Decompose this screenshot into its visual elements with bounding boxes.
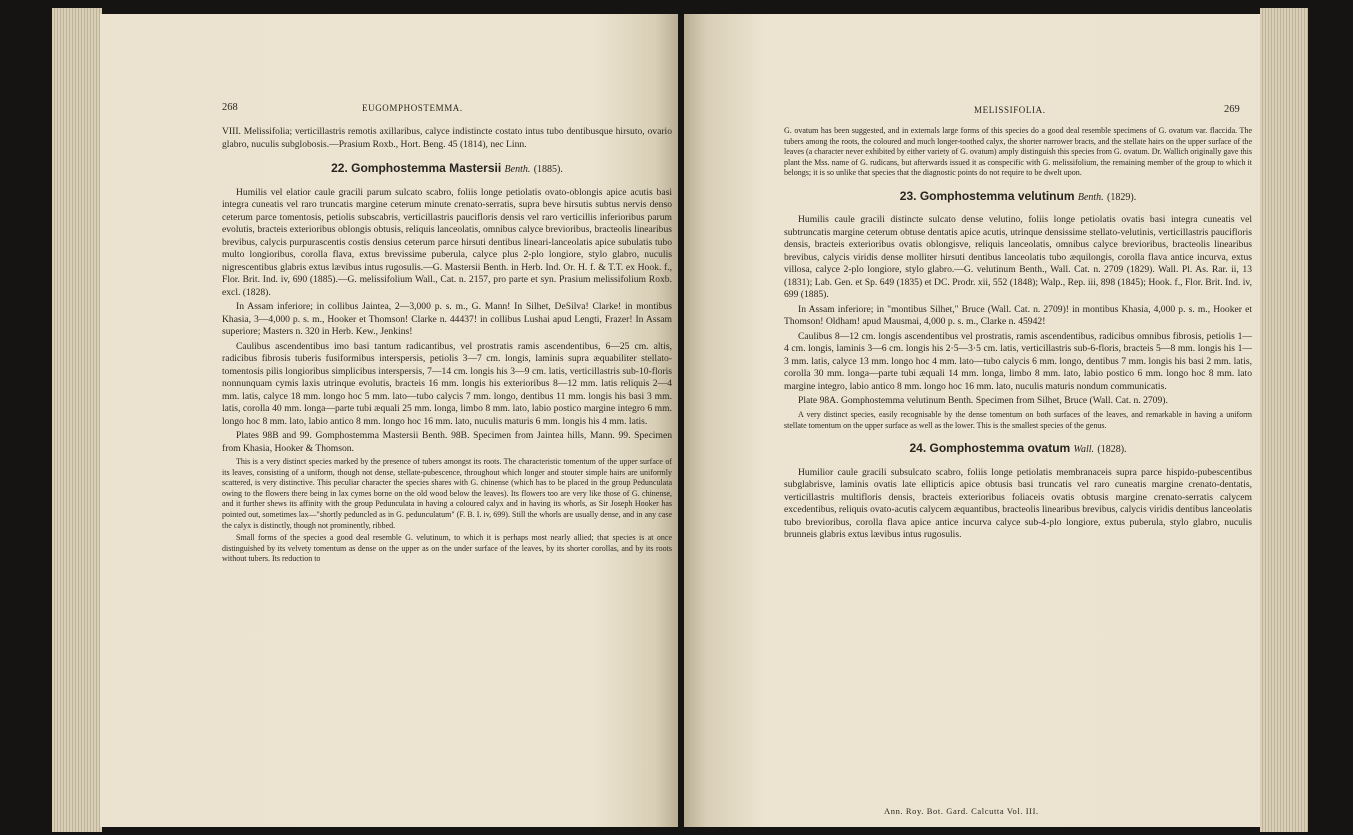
species-name: Gomphostemma velutinum xyxy=(919,188,1075,203)
species-name: Gomphostemma Mastersii xyxy=(351,161,502,175)
page-footer: Ann. Roy. Bot. Gard. Calcutta Vol. III. xyxy=(884,806,1039,816)
species-year: (1885). xyxy=(533,164,563,175)
plate-reference: Plates 98B and 99. Gomphostemma Mastersii Benth. 98B. Specimen from Jaintea hills, Mann. 99. Specimen from Khasia, Hooker & Thomson. xyxy=(222,430,672,454)
page-number: 269 xyxy=(1224,104,1240,115)
species-number: 22. xyxy=(331,161,348,175)
plate-reference: Plate 98A. Gomphostemma velutinum Benth. Specimen from Silhet, Bruce (Wall. Cat. n. 2709). xyxy=(798,395,1168,407)
species-number: 24. xyxy=(909,441,927,456)
left-page xyxy=(100,14,678,827)
note-paragraph: Small forms of the species a good deal resemble G. velutinum, to which it is perhaps most nearly allied; that species is at once distinguished by its velvety tomentum as dense on the upper as on the under surface of the leaves, by its shorter corollas, and by its roots without tubers. Its reduction to xyxy=(222,533,672,564)
latin-description: Humilis vel elatior caule gracili parum sulcato scabro, foliis longe petiolatis ovato-oblongis apice acutis basi integra cuneatis vel raro truncatis margine ceterum minute crenato-serratis, supra beve hirsutis subtus nervis denso ceterum parce tomentosis, petiolis subscabris, verticillastris paucifloris densis vel raro verticillis inferioribus parum evolutis, bracteis exterioribus oblongis obtusis, reliquis lanceolatis, omnibus calyce brevioribus, bracteolis linearibus brevibus, calycis purpurascentis costis densius ceterum parce hirsuti dentibus lineari-lanceolatis apice subulatis tubo multo longioribus, corolla flava, extus brevissime puberula, calyce plus 2-plo longiore, stylo glabro, nuculis nigrescentibus glabris extus lævibus intus rugosulis.—G. Mastersii Benth. in Herb. Ind. Or. H. f. & T.T. ex Hook. f., Flor. Brit. Ind. iv, 690 (1885).—G. melissifolium Wall., Cat. n. 2157, pro parte et syn. Prasium melissifolium Roxb. excl. (1828). xyxy=(222,186,672,298)
page-number: 268 xyxy=(222,102,238,113)
species-heading xyxy=(784,190,1252,205)
group-description: VIII. Melissifolia; verticillastris remotis axillaribus, calyce indistincte costato intus tubo dentibusque hirsuto, ovario glabro, nuculis subglobosis.—Prasium Roxb., Hort. Beng. 45 (1814), nec Linn. xyxy=(222,126,672,150)
species-author: Benth. xyxy=(1077,191,1104,203)
running-head: EUGOMPHOSTEMMA. xyxy=(362,103,463,113)
note-paragraph: This is a very distinct species marked by the presence of tubers amongst its roots. The characteristic tomentum of the upper surface of its leaves, consisting of a uniform, though not dense, stellate-pubescence, throughout which longer and stouter simple hairs are uniformly scattered, is very distinctive. This peculiar character the species shares with G. chinense (which has to be placed in the group Pedunculata owing to the flowers there being in lax cymes borne on the old wood below the leaves). Its flowers too are very like those of G. chinense, and it further shews its affinity with the group Pedunculata in having a coloured calyx and in having its whorls, as Sir Joseph Hooker has pointed out, sometimes lax—"shortly peduncled as in G. pedunculatum" (F. B. I. iv, 699). Still the whorls are usually dense, and in any case the calyx is distinctly, though not prominently, ribbed. xyxy=(222,457,672,530)
latin-description: Humilis caule gracili distincte sulcato dense velutino, foliis longe petiolatis ovatis basi integra cuneatis vel subtruncatis margine ceterum obtuse dentatis apice acutis, utrinque densissime stellato-velutinis, verticillastris paucifloris densis, bracteis exterioribus ovatis oblongisve, reliquis lanceolatis, omnibus calyce brevioribus, bracteolis linearibus brevibus, calycis viridis dense molliter hirsuti dentibus lanceolatis tubo æquilongis, corolla flava antice incurva, extus villosa, calyce 2-plo longiore, stylo glabro.—G. velutinum Benth., Wall. Cat. n. 2709 (1829). Wall. Pl. As. Rar. ii, 13 (1831); Lab. Gen. et Sp. 649 (1835) et DC. Prodr. xii, 552 (1848); Walp., Rep. iii, 898 (1845); Hook. f., Flor. Brit. Ind. iv, 699 (1885). xyxy=(784,214,1252,301)
left-page-edges xyxy=(52,8,102,832)
species-author: Benth. xyxy=(504,164,531,175)
species-year: (1829). xyxy=(1107,191,1137,203)
species-name: Gomphostemma ovatum xyxy=(929,441,1071,456)
note-paragraph: A very distinct species, easily recognisable by the dense tomentum on both surfaces of the leaves, and remarkable in having a uniform stellate tomentum on the upper surface as well as the lower. This is the smallest species of the genus. xyxy=(784,409,1252,430)
localities: In Assam inferiore; in "montibus Silhet," Bruce (Wall. Cat. n. 2709)! in montibus Khasia, 4,000 p. s. m., Hooker et Thomson! Oldham! apud Mausmai, 4,000 p. s. m., Clarke n. 45942! xyxy=(784,303,1252,328)
right-page-edges xyxy=(1260,8,1308,832)
species-author: Wall. xyxy=(1073,444,1095,456)
right-page xyxy=(684,14,1260,827)
species-number: 23. xyxy=(899,188,917,203)
measurements: Caulibus ascendentibus imo basi tantum radicantibus, vel prostratis ramis ascendentibus, 6—25 cm. altis, radicibus fibrosis tuberis fusiformibus interspersis, petiolis 3—7 cm. longis, laminis supra æquabiliter stellato-tomentosis pilis longioribus simplicibus interspersis, 7—14 cm. longis his 3—9 cm. latis, verticillastris sub-10-floris nonnunquam cymis laxis utrinque evolutis, bracteis 16 mm. longis his exterioribus 8—12 mm. latis reliquis 2—4 mm. latis, calyce 18 mm. longo hoc 5 mm. lato—tubo calycis 7 mm. longo, dentibus 11 mm. longis his basi 3 mm. latis, corolla 40 mm. longa—parte tubi æquali 25 mm. longa, limbo 8 mm. lato, labio postico margine integro 6 mm. longo hoc 8 mm. lato, labio antico 8 mm. longo hoc 16 mm. lato, nuculis maturis 6 mm. longis his 4 mm. latis. xyxy=(222,340,672,427)
measurements: Caulibus 8—12 cm. longis ascendentibus vel prostratis, ramis ascendentibus, radicibus omnibus fibrosis, petiolis 1—4 cm. longis, laminis 3—6 cm. longis his 2·5—3·5 cm. latis, verticillastris sub-6-floris, bracteis 5—8 mm. longis his 1—3 mm. latis, calyce 13 mm. longo hoc 4 mm. lato—tubo calycis 6 mm. longo, dentibus 7 mm. longis his basi 2 mm. latis, corolla 30 mm. longa—parte tubi æquali 14 mm. longa, limbo 8 mm. lato, labio postico 6 mm. longo hoc 8 mm. lato margine integro, labio antico 8 mm. longo hoc 16 mm. lato, nuculis maturis nondum communicatis. xyxy=(784,330,1252,392)
species-heading xyxy=(784,442,1252,457)
latin-description: Humilior caule gracili subsulcato scabro, foliis longe petiolatis membranaceis supra parce hispido-pubescentibus subglabrisve, laminis ovatis late ellipticis apice obtusis basi truncatis vel raro cuneatis margine crenato-dentatis, verticillastris multifloris densis, bracteis exterioribus foliaceis ovatis obtusis margine crenato-serratis calycem excedentibus, reliquis ovato-acutis calycem æquantibus, bracteolis linearibus brevibus, calycis viridis dentibus lanceolatis tubo brevioribus, corolla flava apice antice incurva calyce sub-4-plo longiore, extus puberula, stylo glabro, nuculis brunneis glabris extus lævibus intus rugosulis. xyxy=(784,466,1252,541)
running-head: MELISSIFOLIA. xyxy=(974,105,1046,115)
localities: In Assam inferiore; in collibus Jaintea, 2—3,000 p. s. m., G. Mann! In Silhet, DeSilva! Clarke! in montibus Khasia, 3—4,000 p. s. m., Hooker et Thomson! Clarke n. 44437! in collibus Lushai apud Lengti, Frazer! In Assam superiore; Masters n. 320 in Herb. Kew., Jenkins! xyxy=(222,301,672,337)
right-text-column xyxy=(784,126,1252,544)
note-continuation: G. ovatum has been suggested, and in externals large forms of this species do a good deal resemble specimens of G. ovatum var. flaccida. The tubers among the roots, the coloured and much longer-toothed calyx, the shorter narrower bracts, and the stellate hairs on the upper surface of the leaves (a character never exhibited by either variety of G. ovatum) amply distinguish this species from G. ovatum. Dr. Wallich originally gave this plant the Mss. name of G. rudicans, but afterwards issued it as conspecific with G. melissifolium, the remaining member of the group to which it belongs; it is so unlike that species that the diagnostic points do not require to be dwelt upon. xyxy=(784,126,1252,178)
species-year: (1828). xyxy=(1097,444,1127,456)
species-heading xyxy=(222,162,672,177)
left-text-column xyxy=(222,126,672,567)
